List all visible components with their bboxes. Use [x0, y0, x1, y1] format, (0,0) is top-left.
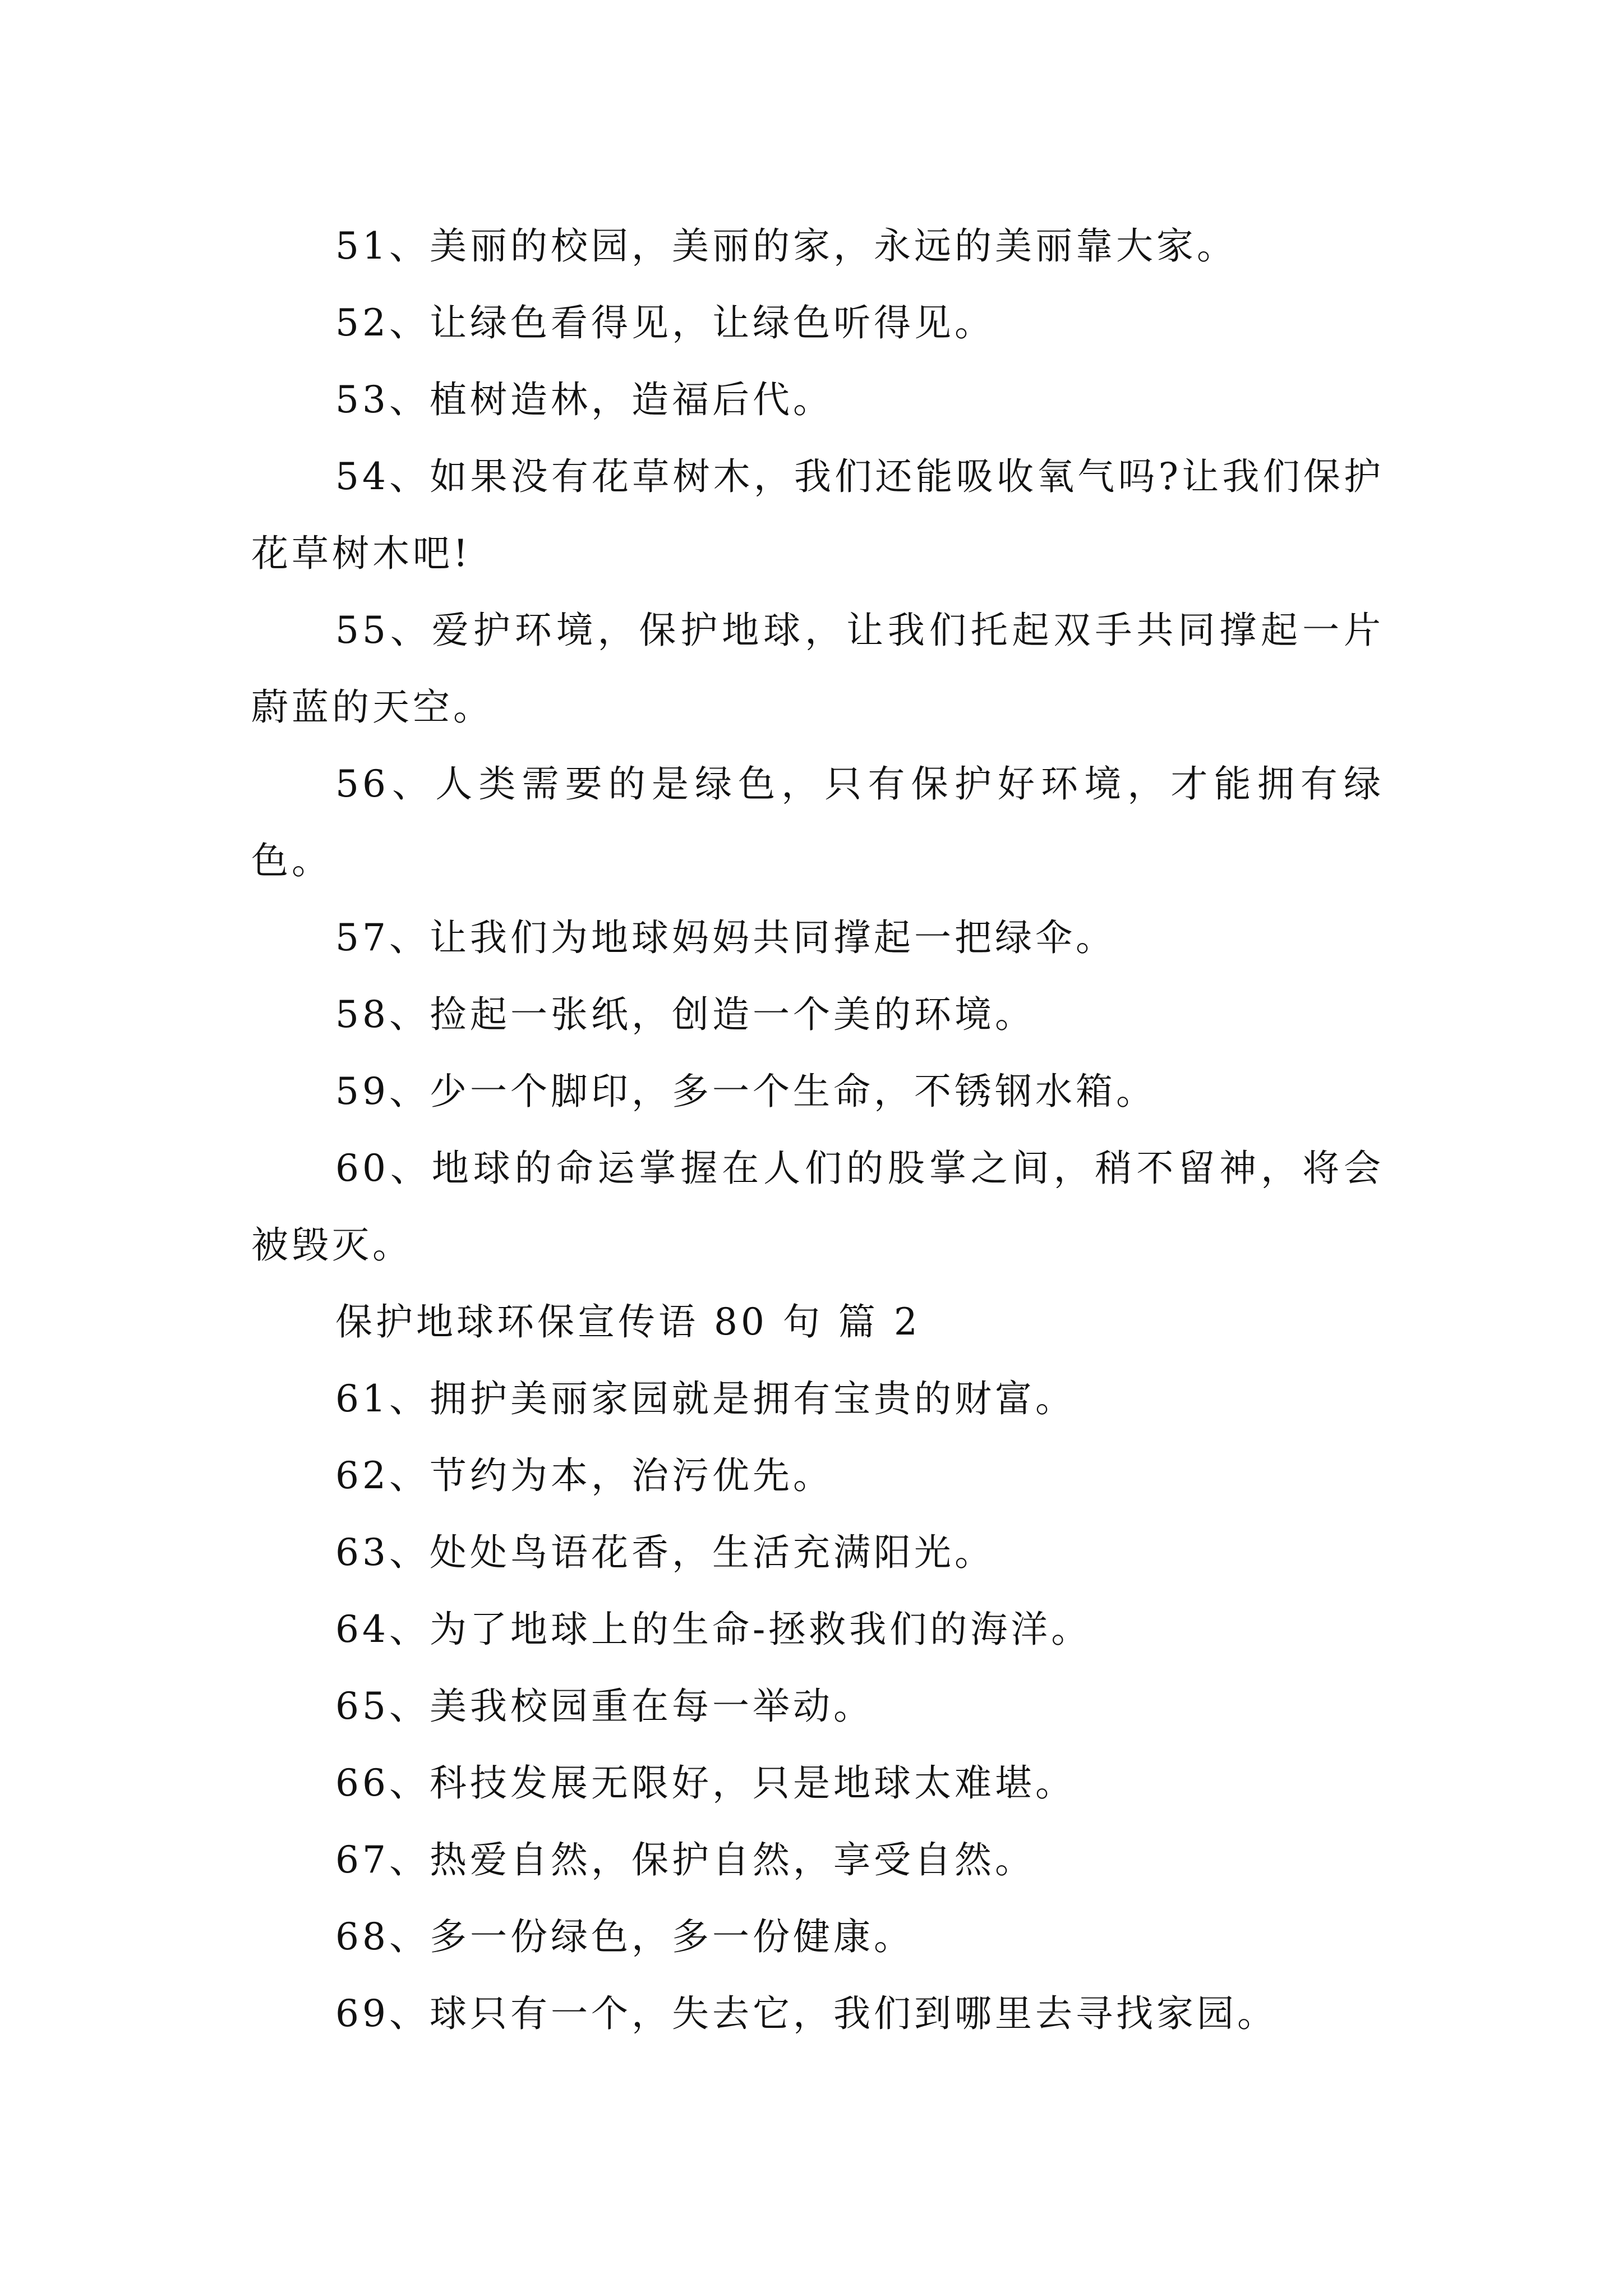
list-item: 54、如果没有花草树木，我们还能吸收氧气吗?让我们保护花草树木吧!	[251, 455, 1384, 575]
list-item: 68、多一份绿色，多一份健康。	[335, 1915, 914, 1958]
list-item: 63、处处鸟语花香，生活充满阳光。	[335, 1531, 995, 1574]
list-item: 65、美我校园重在每一举动。	[335, 1685, 874, 1728]
list-item: 52、让绿色看得见，让绿色听得见。	[335, 301, 995, 344]
list-item: 58、捡起一张纸，创造一个美的环境。	[335, 993, 1035, 1036]
list-item: 51、美丽的校园，美丽的家，永远的美丽靠大家。	[335, 224, 1237, 268]
list-item: 62、节约为本，治污优先。	[335, 1454, 833, 1497]
list-item: 55、爱护环境，保护地球，让我们托起双手共同撑起一片蔚蓝的天空。	[251, 609, 1384, 729]
list-item: 66、科技发展无限好，只是地球太难堪。	[335, 1761, 1076, 1805]
list-item: 69、球只有一个，失去它，我们到哪里去寻找家园。	[335, 1992, 1278, 2035]
list-item: 59、少一个脚印，多一个生命，不锈钢水箱。	[335, 1070, 1156, 1113]
list-item: 67、热爱自然，保护自然，享受自然。	[335, 1838, 1035, 1881]
section-heading: 保护地球环保宣传语 80 句 篇 2	[335, 1300, 921, 1343]
list-item: 61、拥护美丽家园就是拥有宝贵的财富。	[335, 1377, 1076, 1420]
list-item: 57、让我们为地球妈妈共同撑起一把绿伞。	[335, 916, 1116, 959]
list-item: 56、人类需要的是绿色，只有保护好环境，才能拥有绿色。	[251, 762, 1384, 882]
document-page	[251, 208, 1384, 2052]
list-item: 64、为了地球上的生命-拯救我们的海洋。	[335, 1608, 1092, 1651]
list-item: 53、植树造林，造福后代。	[335, 378, 833, 421]
list-item: 60、地球的命运掌握在人们的股掌之间，稍不留神，将会被毁灭。	[251, 1147, 1384, 1267]
